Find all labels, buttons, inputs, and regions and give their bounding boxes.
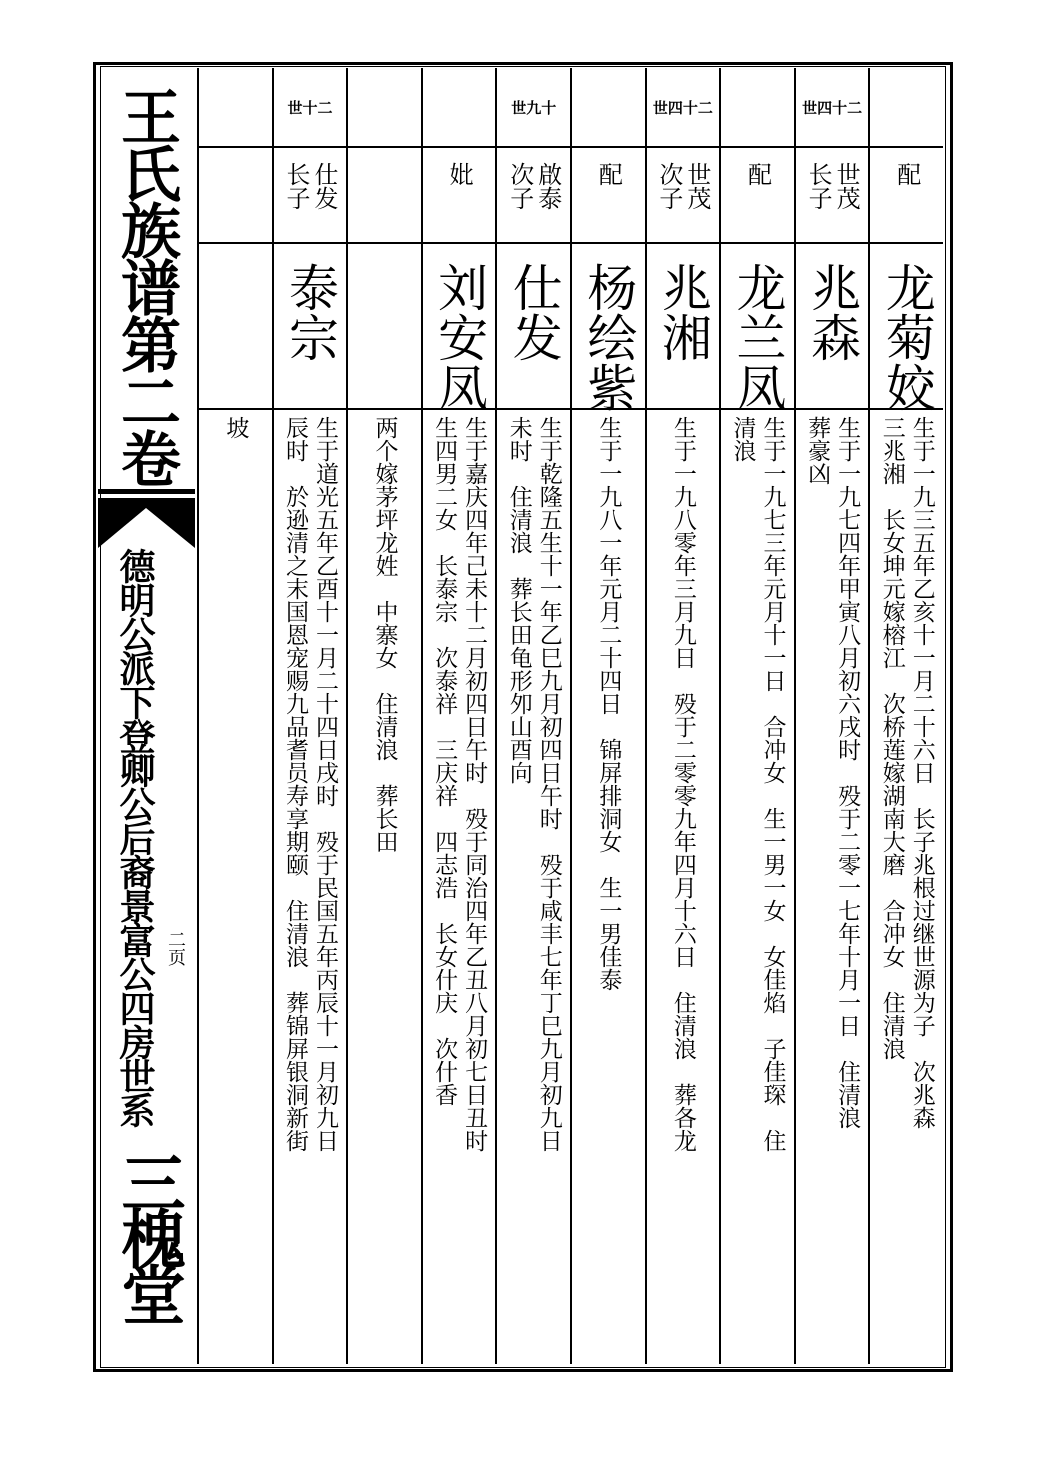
spine-fishtail-mark <box>98 500 195 548</box>
biography-text: 生于一九七三年元月十一日 合冲女 生一男一女 女佳焰 子佳琛 住 清浪 <box>729 416 786 1152</box>
genealogy-column <box>199 68 272 1364</box>
relation-text: 世茂 长子 <box>804 162 861 210</box>
person-name: 龙菊姣 <box>877 262 936 412</box>
name-cell <box>497 244 570 410</box>
name-cell <box>423 244 496 410</box>
genealogy-column <box>570 68 645 1364</box>
name-cell <box>870 244 943 410</box>
genealogy-column <box>645 68 720 1364</box>
relation-text: 啟泰 次子 <box>505 162 562 210</box>
branch-lineage-text: 德明公派下登卿公后裔景富公四房世系 <box>114 548 156 1126</box>
branch-lineage <box>110 548 160 1148</box>
generation-cell: 世四十二 <box>796 68 869 148</box>
genealogy-column <box>346 68 421 1364</box>
page-number-text: 二页 <box>165 930 186 966</box>
book-title-text: 王氏族谱第二卷 <box>111 86 181 485</box>
biography-text: 两个嫁茅坪龙姓 中寨女 住清浪 葬长田 <box>371 416 398 853</box>
relation-text: 妣 <box>445 162 474 186</box>
name-cell <box>274 244 347 410</box>
person-name: 泰宗 <box>280 262 339 362</box>
relation-cell <box>423 148 496 244</box>
page-number <box>162 930 188 990</box>
biography-text: 生于一九八一年元月二十四日 锦屏排洞女 生一男佳泰 <box>595 416 622 991</box>
genealogy-column <box>495 68 570 1364</box>
biography-cell <box>870 410 943 1364</box>
relation-cell <box>572 148 645 244</box>
genealogy-column <box>421 68 496 1364</box>
biography-text: 生于一九三五年乙亥十一月二十六日 长子兆根过继世源为子 次兆森 三兆湘 长女坤元嫁榕江 次桥莲嫁湖南大磨 合冲女 住清浪 <box>878 416 935 1129</box>
relation-text: 仕发 长子 <box>281 162 338 210</box>
book-title <box>108 86 184 494</box>
biography-text: 生于一九八零年三月九日 殁于二零零九年四月十六日 住清浪 葬各龙 <box>669 416 696 1152</box>
biography-cell <box>423 410 496 1364</box>
generation-cell <box>572 68 645 148</box>
relation-text: 配 <box>594 162 623 186</box>
biography-cell <box>348 410 421 1364</box>
person-name: 兆森 <box>803 262 862 362</box>
generation-cell: 世十二 <box>274 68 347 148</box>
biography-cell <box>721 410 794 1364</box>
relation-cell <box>647 148 720 244</box>
biography-text: 坡 <box>222 416 249 439</box>
name-cell <box>199 244 272 410</box>
biography-text: 生于道光五年乙酉十一月二十四日戌时 殁于民国五年丙辰十一月初九日 辰时 於逊清之末国恩宠赐九品耆员寿享期颐 住清浪 葬锦屏银洞新街 <box>281 416 338 1152</box>
spine-divider <box>98 489 195 494</box>
relation-cell <box>199 148 272 244</box>
biography-cell <box>497 410 570 1364</box>
relation-cell <box>870 148 943 244</box>
generation-cell <box>199 68 272 148</box>
relation-text: 配 <box>892 162 921 186</box>
relation-text: 配 <box>743 162 772 186</box>
biography-cell <box>199 410 272 1364</box>
relation-text: 世茂 次子 <box>654 162 711 210</box>
relation-cell <box>796 148 869 244</box>
hall-name <box>105 1150 190 1365</box>
generation-cell <box>348 68 421 148</box>
generation-cell <box>721 68 794 148</box>
generation-cell <box>423 68 496 148</box>
genealogy-column <box>794 68 869 1364</box>
relation-cell <box>348 148 421 244</box>
genealogy-grid <box>197 68 943 1364</box>
person-name: 龙兰凤 <box>728 262 787 412</box>
biography-cell <box>274 410 347 1364</box>
biography-cell <box>796 410 869 1364</box>
hall-name-text: 三槐堂 <box>110 1150 186 1318</box>
genealogy-column <box>868 68 943 1364</box>
person-name: 杨绘紫 <box>579 262 638 412</box>
name-cell <box>572 244 645 410</box>
relation-cell <box>497 148 570 244</box>
generation-cell: 世四十二 <box>647 68 720 148</box>
biography-text: 生于乾隆五生十一年乙巳九月初四日午时 殁于咸丰七年丁巳九月初九日 未时 住清浪 葬长田龟形夘山酉向 <box>505 416 562 1152</box>
biography-cell <box>647 410 720 1364</box>
biography-text: 生于嘉庆四年己未十二月初四日午时 殁于同治四年乙丑八月初七日丑时 生四男二女 长泰宗 次泰祥 三庆祥 四志浩 长女什庆 次什香 <box>431 416 488 1152</box>
relation-cell <box>274 148 347 244</box>
genealogy-column <box>719 68 794 1364</box>
name-cell <box>721 244 794 410</box>
generation-cell: 世九十 <box>497 68 570 148</box>
biography-text: 生于一九七四年甲寅八月初六戌时 殁于二零一七年十月一日 住清浪 葬豪凶 <box>804 416 861 1129</box>
name-cell <box>796 244 869 410</box>
person-name: 刘安凤 <box>430 262 489 412</box>
name-cell <box>647 244 720 410</box>
person-name: 兆湘 <box>653 262 712 362</box>
person-name: 仕发 <box>504 262 563 362</box>
genealogy-column <box>272 68 347 1364</box>
biography-cell <box>572 410 645 1364</box>
relation-cell <box>721 148 794 244</box>
name-cell <box>348 244 421 410</box>
generation-cell <box>870 68 943 148</box>
